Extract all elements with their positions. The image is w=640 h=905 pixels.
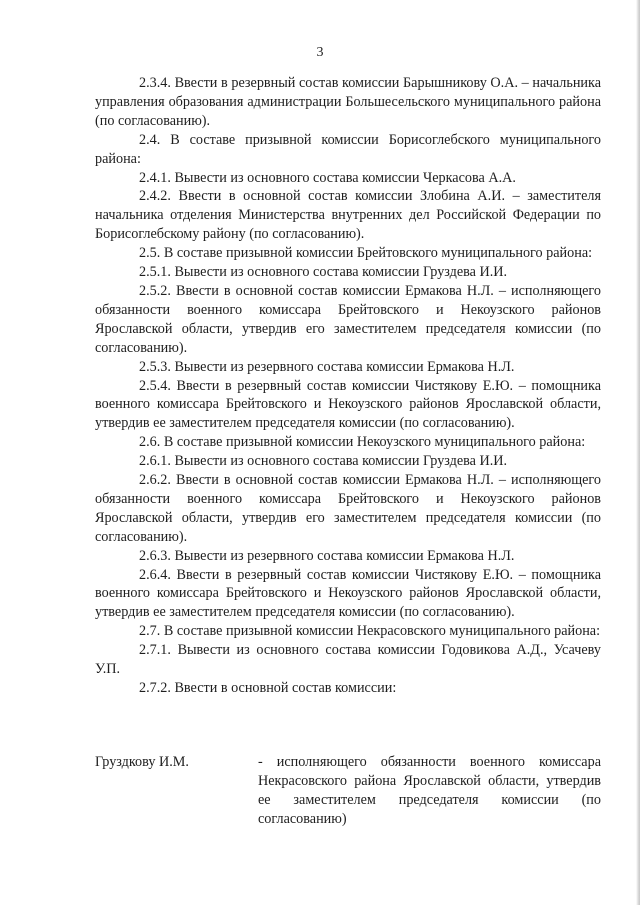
paragraph-2-4: 2.4. В составе призывной комиссии Борисоглебского муниципального района: <box>95 131 601 167</box>
paragraph-2-7-2: 2.7.2. Ввести в основной состав комиссии: <box>139 680 397 696</box>
paragraph-2-6-3: 2.6.3. Вывести из резервного состава комиссии Ермакова Н.Л. <box>139 547 515 564</box>
paragraph-2-5-2: 2.5.2. Ввести в основной состав комиссии Ермакова Н.Л. – исполняющего обязанности военного комиссара Брейтовского и Некоузского районов Ярославской области, утвердив его заместителем председателя комиссии (по согласованию). <box>95 282 601 356</box>
paragraph-2-4-2: 2.4.2. Ввести в основной состав комиссии Злобина А.И. – заместителя начальника отделения Министерства внутренних дел Российской Федерации по Борисоглебскому району (по согласованию). <box>95 188 601 243</box>
page-number: 3 <box>316 45 324 60</box>
paragraph-2-6: 2.6. В составе призывной комиссии Некоузского муниципального района: <box>139 434 586 451</box>
paragraph-2-5-4: 2.5.4. Ввести в резервный состав комиссии Чистякову Е.Ю. – помощника военного комиссара Брейтовского и Некоузского районов Ярославской области, утвердив ее заместителем председателя комиссии (по согласованию). <box>95 377 601 432</box>
paragraph-2-5-1: 2.5.1. Вывести из основного состава комиссии Груздева И.И. <box>139 264 508 281</box>
paragraph-2-6-4: 2.6.4. Ввести в резервный состав комиссии Чистякову Е.Ю. – помощника военного комиссара Брейтовского и Некоузского районов Ярославской области, утвердив ее заместителем председателя комиссии (по согласованию). <box>95 566 601 621</box>
scan-edge-shadow <box>636 0 640 905</box>
document-body <box>95 74 601 698</box>
paragraph-2-6-1: 2.6.1. Вывести из основного состава комиссии Груздева И.И. <box>139 453 508 470</box>
paragraph-2-7-1: 2.7.1. Вывести из основного состава комиссии Годовикова А.Д., Усачеву У.П. <box>95 642 601 678</box>
paragraph-2-6-2: 2.6.2. Ввести в основной состав комиссии Ермакова Н.Л. – исполняющего обязанности военного комиссара Брейтовского и Некоузского районов Ярославской области, утвердив его заместителем председателя комиссии (по согласованию). <box>95 472 601 545</box>
paragraph-2-5: 2.5. В составе призывной комиссии Брейтовского муниципального района: <box>139 245 593 262</box>
paragraph-2-5-3: 2.5.3. Вывести из резервного состава комиссии Ермакова Н.Л. <box>139 358 515 375</box>
paragraph-2-3-4: 2.3.4. Ввести в резервный состав комиссии Барышникову О.А. – начальника управления образования администрации Большесельского муниципального района (по согласованию). <box>95 75 601 129</box>
appointee-name: Груздкову И.М. <box>95 754 189 770</box>
appointee-description: - исполняющего обязанности военного комиссара Некрасовского района Ярославской области, утвердив ее заместителем председателя комиссии (по согласованию) <box>258 754 601 827</box>
appointment-entry <box>95 753 601 829</box>
paragraph-2-7: 2.7. В составе призывной комиссии Некрасовского муниципального района: <box>139 623 601 640</box>
paragraph-2-4-1: 2.4.1. Вывести из основного состава комиссии Черкасова А.А. <box>139 169 516 186</box>
